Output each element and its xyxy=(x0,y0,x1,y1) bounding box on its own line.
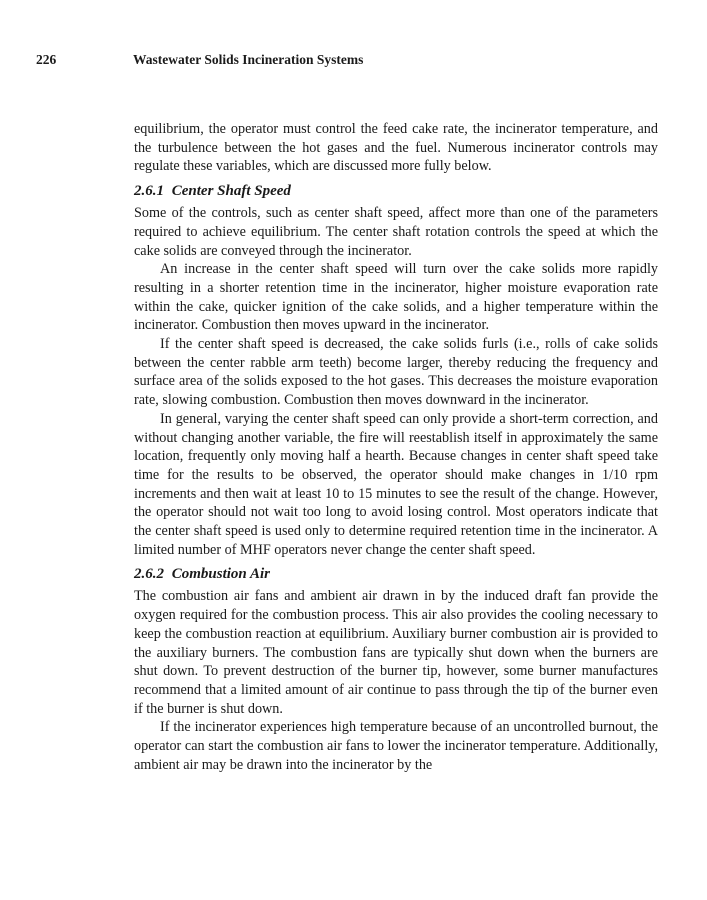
paragraph: Some of the controls, such as center shaft speed, affect more than one of the parameters required to achieve equilibrium. The center shaft rotation controls the speed at which the cake solids are conveyed through the incinerator. xyxy=(134,205,658,259)
paragraph: In general, varying the center shaft speed can only provide a short-term correction, and without changing another variable, the fire will reestablish itself in approximately the same location, frequently only moving half a hearth. Because changes in center shaft speed take time for the results to be observed, the operator should make changes in 1/10 rpm increments and then wait at least 10 to 15 minutes to see the result of the change. However, the operator should not wait too long to avoid losing control. Most operators indicate that the center shaft speed is used only to determine required retention time in the incinerator. A limited number of MHF operators never change the center shaft speed. xyxy=(134,410,658,558)
running-head xyxy=(36,50,676,70)
section-number: 2.6.2 xyxy=(134,566,164,583)
paragraph: An increase in the center shaft speed will turn over the cake solids more rapidly resulting in a shorter retention time in the incinerator, higher moisture evaporation rate within the cake, quicker ignition of the cake solids, and a higher temperature within the incinerator. Combustion then moves upward in the incinerator. xyxy=(134,261,658,334)
section-title: Center Shaft Speed xyxy=(171,183,291,200)
paragraph: The combustion air fans and ambient air drawn in by the induced draft fan provide the oxygen required for the combustion process. This air also provides the cooling necessary to keep the combustion reaction at equilibrium. Auxiliary burner combustion air is provided to the auxiliary burners. The combustion fans are typically shut down when the burners are shut down. To prevent destruction of the burner tip, however, some burner manufactures recommend that a limited amount of air continue to pass through the tip of the burner even if the burner is shut down. xyxy=(134,588,658,717)
body-text xyxy=(134,120,658,775)
section-heading-center-shaft-speed xyxy=(134,181,658,201)
intro-paragraph: equilibrium, the operator must control the feed cake rate, the incinerator temperature, and the turbulence between the hot gases and the fuel. Numerous incinerator controls may regulate these variables, which are discussed more fully below. xyxy=(134,121,658,175)
book-title: Wastewater Solids Incineration Systems xyxy=(133,52,364,67)
paragraph: If the center shaft speed is decreased, the cake solids furls (i.e., rolls of cake solids between the center rabble arm teeth) become larger, thereby reducing the frequency and surface area of the solids exposed to the hot gases. This decreases the moisture evaporation rate, slowing combustion. Combustion then moves downward in the incinerator. xyxy=(134,336,658,409)
section-heading-combustion-air xyxy=(134,564,658,584)
section-number: 2.6.1 xyxy=(134,183,164,200)
section-title: Combustion Air xyxy=(171,566,270,583)
paragraph: If the incinerator experiences high temperature because of an uncontrolled burnout, the operator can start the combustion air fans to lower the incinerator temperature. Additionally, ambient air may be drawn into the incinerator by the xyxy=(134,719,658,773)
page-number: 226 xyxy=(36,52,57,67)
